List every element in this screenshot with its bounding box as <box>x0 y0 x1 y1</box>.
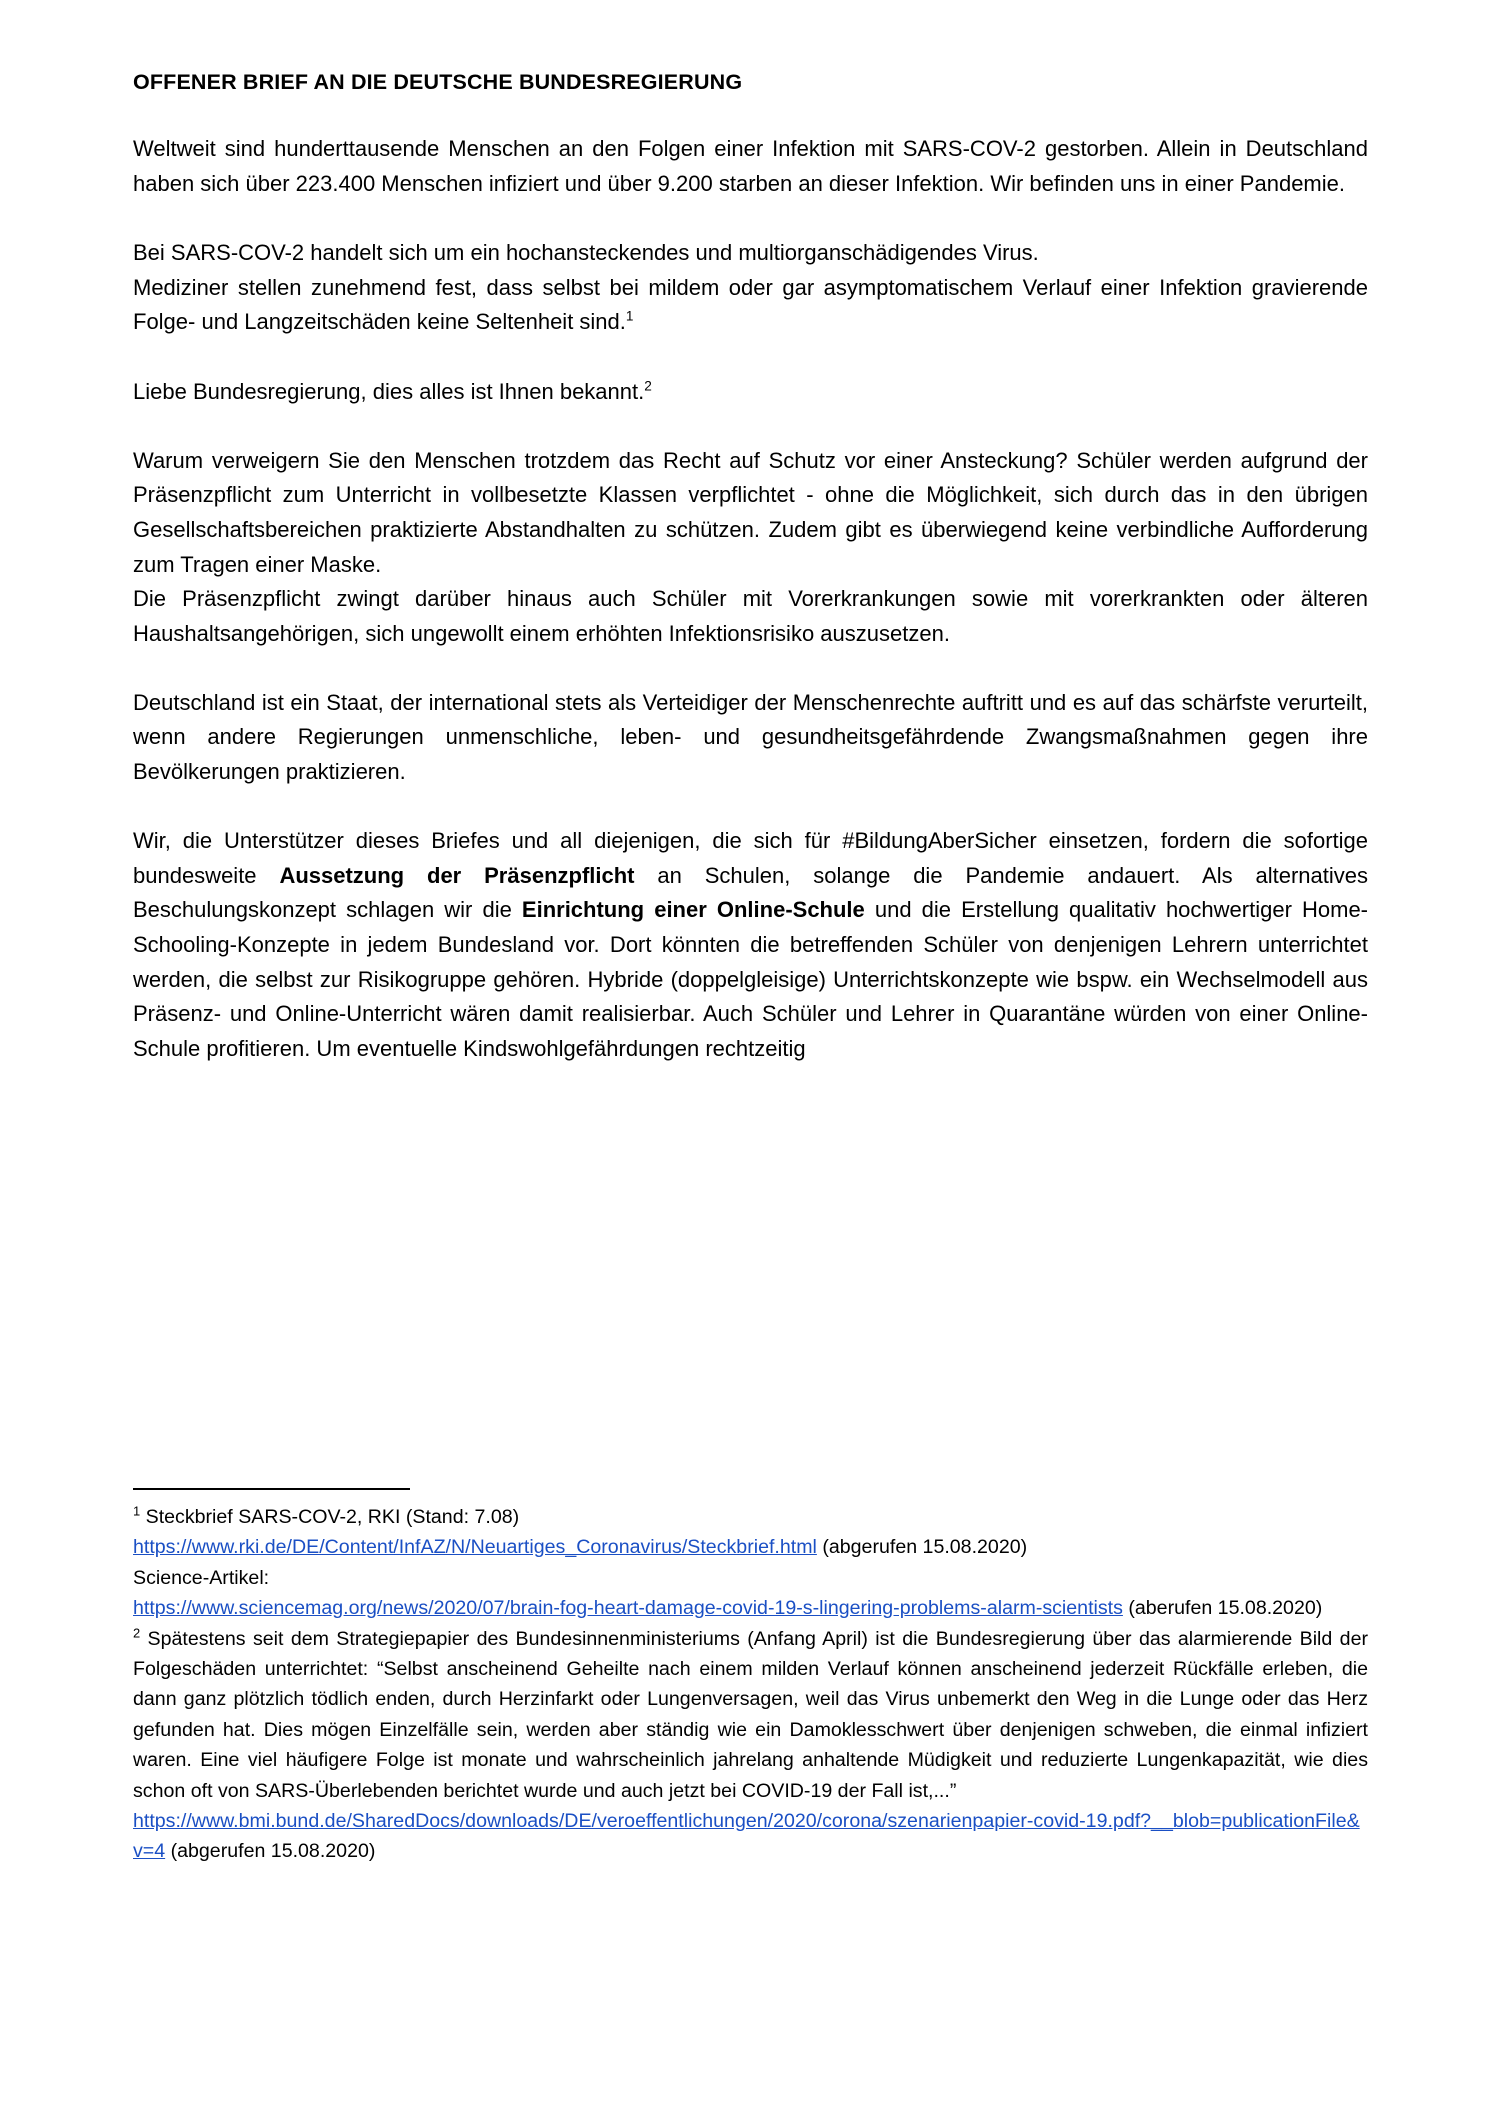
paragraph-virus-description: Bei SARS-COV-2 handelt sich um ein hochansteckendes und multiorganschädigendes Virus. <box>133 240 1039 266</box>
paragraph-liebe-text: Liebe Bundesregierung, dies alles ist Ihnen bekannt. <box>133 378 645 404</box>
footnote-2-marker: 2 <box>133 1625 141 1641</box>
paragraph-liebe-bundesregierung <box>133 375 1368 410</box>
forderung-bold-online-schule: Einrichtung einer Online-Schule <box>521 897 865 923</box>
footnote-1-marker: 1 <box>133 1503 141 1519</box>
footnote-1-link-sciencemag[interactable]: https://www.sciencemag.org/news/2020/07/brain-fog-heart-damage-covid-19-s-lingering-problems-alarm-scientists <box>133 1597 1123 1620</box>
footnote-2-text: Spätestens seit dem Strategiepapier des Bundesinnenministeriums (Anfang April) ist die Bundesregierung über das alarmierende Bild der Folgeschäden unterrichtet: “Selbst anscheinend Geheilte nach einem milden Verlauf können anscheinend jederzeit Rückfälle erleben, die dann ganz plötzlich tödlich enden, durch Herzinfarkt oder Lungenversagen, weil das Virus unbemerkt den Weg in die Lunge oder das Herz gefunden hat. Dies mögen Einzelfälle sein, werden aber ständig wie ein Damoklesschwert über denjenigen schweben, die einmal infiziert waren. Eine viel häufigere Folge ist monate und wahrscheinlich jahrelang anhaltende Müdigkeit und reduzierte Lungenkapazität, wie dies schon oft von SARS-Überlebenden berichtet wurde und auch jetzt bei COVID-19 der Fall ist,...” <box>133 1627 1368 1802</box>
forderung-segment-2: an Schulen, solange die Pandemie andauert. Als alternatives Beschulungskonzept schlagen wir die <box>133 862 1368 923</box>
footnote-separator <box>133 1488 410 1490</box>
forderung-segment-3: und die Erstellung qualitativ hochwertiger Home-Schooling-Konzepte in jedem Bundesland vor. Dort könnten die betreffenden Schüler von denjenigen Lehrern unterrichtet werden, die selbst zur Risikogruppe gehören. Hybride (doppelgleisige) Unterrichtskonzepte wie bspw. ein Wechselmodell aus Präsenz- und Online-Unterricht wären damit realisierbar. Auch Schüler und Lehrer in Quarantäne würden von einer Online-Schule profitieren. Um eventuelle Kindswohlgefährdungen rechtzeitig <box>133 897 1369 1061</box>
footnote-1-link-rki[interactable]: https://www.rki.de/DE/Content/InfAZ/N/Neuartiges_Coronavirus/Steckbrief.html <box>133 1536 817 1559</box>
paragraph-warum-verweigern: Warum verweigern Sie den Menschen trotzdem das Recht auf Schutz vor einer Ansteckung? Schüler werden aufgrund der Präsenzpflicht zum Unterricht in vollbesetzte Klassen verpflichtet - ohne die Möglichkeit, sich durch das in den übrigen Gesellschaftsbereichen praktizierte Abstandhalten zu schützen. Zudem gibt es überwiegend keine verbindliche Aufforderung zum Tragen einer Maske. <box>133 447 1368 577</box>
forderung-bold-aussetzung: Aussetzung der Präsenzpflicht <box>279 862 635 888</box>
footnote-ref-2[interactable]: 2 <box>644 378 652 394</box>
footnote-2 <box>133 1624 1368 1867</box>
footnote-1-link-rki-suffix: (abgerufen 15.08.2020) <box>816 1536 1028 1559</box>
footnote-ref-1[interactable]: 1 <box>625 309 634 325</box>
footnote-2-link-bmi[interactable]: https://www.bmi.bund.de/SharedDocs/downloads/DE/veroeffentlichungen/2020/corona/szenarienpapier-covid-19.pdf?__blob=publicationFile&v=4 <box>133 1810 1360 1863</box>
footnote-area <box>133 1488 1368 1867</box>
paragraph-mediziner <box>133 271 1368 340</box>
paragraph-deutschland-staat: Deutschland ist ein Staat, der international stets als Verteidiger der Menschenrechte auftritt und es auf das schärfste verurteilt, wenn andere Regierungen unmenschliche, leben- und gesundheitsgefährdende Zwangsmaßnahmen gegen ihre Bevölkerungen praktizieren. <box>133 689 1368 785</box>
page-title: OFFENER BRIEF AN DIE DEUTSCHE BUNDESREGIERUNG <box>133 70 743 94</box>
paragraph-praesenzpflicht-zwingt: Die Präsenzpflicht zwingt darüber hinaus auch Schüler mit Vorerkrankungen sowie mit vorerkrankten oder älteren Haushaltsangehörigen, sich ungewollt einem erhöhten Infektionsrisiko auszusetzen. <box>133 586 1368 646</box>
paragraph-forderung <box>133 824 1368 1066</box>
footnote-1 <box>133 1502 1368 1624</box>
footnote-1-link-sciencemag-suffix: (aberufen 15.08.2020) <box>1122 1597 1323 1620</box>
footnote-2-link-suffix: (abgerufen 15.08.2020) <box>165 1840 376 1863</box>
footnote-1-title: Steckbrief SARS-COV-2, RKI (Stand: 7.08) <box>140 1506 520 1528</box>
footnote-1-science-label: Science-Artikel: <box>133 1566 270 1589</box>
paragraph-intro: Weltweit sind hunderttausende Menschen an den Folgen einer Infektion mit SARS-COV-2 gestorben. Allein in Deutschland haben sich über 223.400 Menschen infiziert und über 9.200 starben an dieser Infektion. Wir befinden uns in einer Pandemie. <box>133 136 1368 196</box>
document-body <box>133 132 1368 1066</box>
forderung-segment-1: Wir, die Unterstützer dieses Briefes und all diejenigen, die sich für #BildungAberSicher einsetzen, fordern die sofortige bundesweite <box>133 828 1368 888</box>
paragraph-mediziner-text: Mediziner stellen zunehmend fest, dass selbst bei mildem oder gar asymptomatischem Verlauf einer Infektion gravierende Folge- und Langzeitschäden keine Seltenheit sind. <box>133 274 1368 335</box>
